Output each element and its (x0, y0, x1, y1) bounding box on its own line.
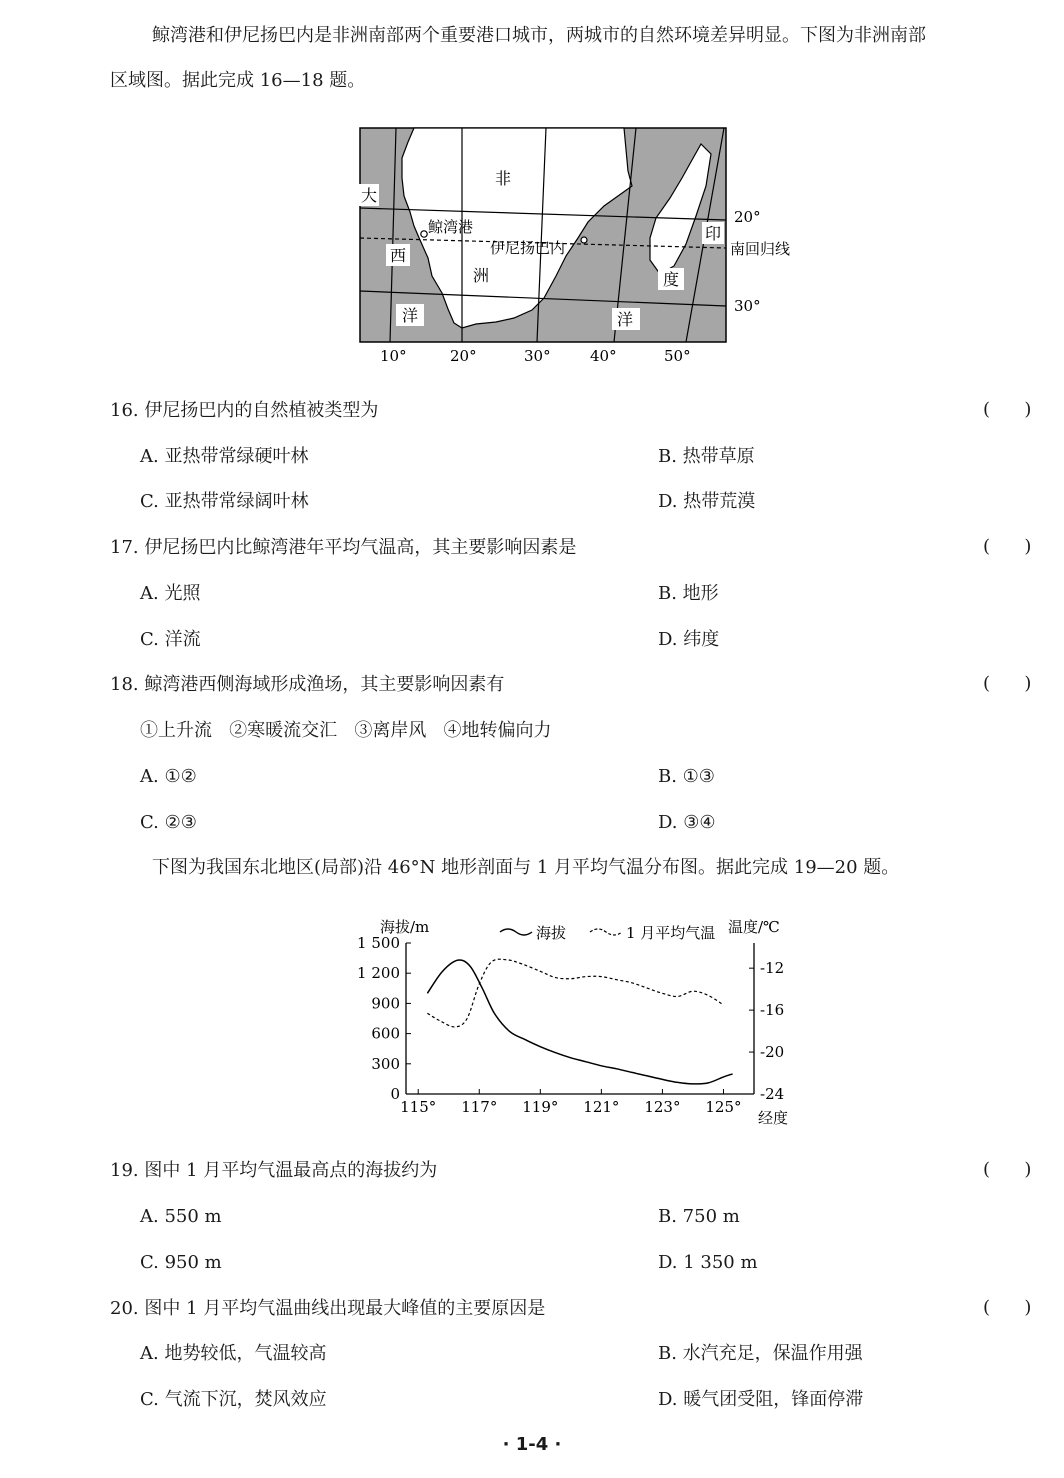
map-label-lon50: 50° (664, 347, 691, 365)
chart-left-tick-label: 600 (371, 1024, 400, 1043)
chart-right-tick-label: -20 (760, 1043, 785, 1062)
chart-x-tick-label: 117° (461, 1098, 498, 1116)
map-inhambane-marker (581, 237, 587, 243)
map-label-yang-east: 洋 (617, 310, 634, 329)
question-20-option-b: B. 水汽充足，保温作用强 (658, 1343, 863, 1364)
chart-left-tick-label: 900 (371, 994, 400, 1013)
map-label-lon10: 10° (380, 347, 407, 365)
question-18-option-c: C. ②③ (140, 812, 197, 833)
question-16-option-a: A. 亚热带常绿硬叶林 (140, 446, 309, 467)
question-16-option-b: B. 热带草原 (658, 446, 755, 467)
question-19-option-d: D. 1 350 m (658, 1252, 758, 1273)
map-label-zhou: 洲 (473, 266, 490, 285)
question-18-option-b: B. ①③ (658, 766, 715, 787)
map-whale-bay-marker (421, 231, 427, 237)
chart-x-tick-label: 119° (522, 1098, 559, 1116)
question-17-option-c: C. 洋流 (140, 629, 201, 650)
map-svg (356, 126, 806, 376)
question-19-option-b: B. 750 m (658, 1206, 740, 1227)
legend-elevation-label: 海拔 (536, 924, 567, 942)
chart-x-tick-label: 125° (705, 1098, 742, 1116)
page-number: · 1-4 · (502, 1434, 562, 1455)
chart-svg (350, 910, 810, 1135)
map-label-yin: 印 (705, 224, 722, 243)
map-label-du: 度 (663, 270, 680, 289)
chart-legend (500, 924, 715, 942)
question-19-option-a: A. 550 m (140, 1206, 222, 1227)
chart-series-elevation-line (427, 960, 732, 1084)
map-label-whale-bay: 鲸湾港 (428, 218, 474, 236)
chart-left-axis-title: 海拔/m (380, 918, 430, 936)
question-19-answer-paren: ( ) (983, 1159, 1032, 1180)
map-label-xi: 西 (390, 246, 407, 265)
question-17-answer-paren: ( ) (983, 536, 1032, 557)
question-20-option-c: C. 气流下沉，焚风效应 (140, 1389, 327, 1410)
chart-right-axis-title: 温度/℃ (728, 918, 780, 936)
question-20-option-a: A. 地势较低，气温较高 (140, 1343, 327, 1364)
question-17-option-a: A. 光照 (140, 583, 201, 604)
question-18-option-a: A. ①② (140, 766, 197, 787)
chart-x-tick-label: 115° (400, 1098, 437, 1116)
map-label-lon40: 40° (590, 347, 617, 365)
legend-temperature-label: 1 月平均气温 (626, 924, 716, 942)
chart-left-tick-label: 0 (390, 1085, 400, 1103)
question-16-option-c: C. 亚热带常绿阔叶林 (140, 491, 309, 512)
question-18-option-d: D. ③④ (658, 812, 716, 833)
map-label-fei: 非 (495, 169, 512, 188)
map-label-inhambane: 伊尼扬巴内 (490, 239, 566, 257)
chart-right-tick-label: -16 (760, 1001, 785, 1020)
map-label-tropic: 南回归线 (730, 240, 791, 258)
chart-x-tick-label: 121° (583, 1098, 620, 1116)
question-18-factor-list: ①上升流 ②寒暖流交汇 ③离岸风 ④地转偏向力 (140, 720, 552, 741)
intro-paragraph-2: 下图为我国东北地区(局部)沿 46°N 地形剖面与 1 月平均气温分布图。据此完成 19—20 题。 (152, 857, 900, 878)
map-label-da: 大 (361, 186, 378, 205)
question-16-option-d: D. 热带荒漠 (658, 491, 756, 512)
map-label-yang-west: 洋 (402, 306, 419, 325)
chart-left-tick-label: 300 (371, 1054, 400, 1073)
chart-x-axis-title: 经度 (758, 1109, 789, 1127)
question-17-stem: 17. 伊尼扬巴内比鲸湾港年平均气温高，其主要影响因素是 (110, 537, 577, 558)
question-16-stem: 16. 伊尼扬巴内的自然植被类型为 (110, 400, 379, 421)
chart-right-tick-label: -12 (760, 959, 785, 978)
legend-temperature-swatch (590, 929, 622, 935)
intro-paragraph-line1: 鲸湾港和伊尼扬巴内是非洲南部两个重要港口城市，两城市的自然环境差异明显。下图为非洲南部 (152, 25, 926, 46)
question-20-answer-paren: ( ) (983, 1297, 1032, 1318)
question-19-stem: 19. 图中 1 月平均气温最高点的海拔约为 (110, 1160, 438, 1181)
map-label-lat20: 20° (734, 208, 761, 226)
chart-plot-area (357, 934, 784, 1116)
southern-africa-map (356, 126, 806, 376)
chart-x-tick-label: 123° (644, 1098, 681, 1116)
question-20-option-d: D. 暖气团受阻，锋面停滞 (658, 1389, 864, 1410)
chart-left-tick-label: 1 500 (357, 934, 400, 952)
chart-right-tick-label: -24 (760, 1085, 785, 1103)
question-16-answer-paren: ( ) (983, 399, 1032, 420)
question-17-option-d: D. 纬度 (658, 629, 720, 650)
question-17-option-b: B. 地形 (658, 583, 719, 604)
map-label-lon20: 20° (450, 347, 477, 365)
question-19-option-c: C. 950 m (140, 1252, 222, 1273)
legend-elevation-swatch (500, 929, 532, 935)
question-18-stem: 18. 鲸湾港西侧海域形成渔场，其主要影响因素有 (110, 674, 505, 695)
map-label-lat30: 30° (734, 297, 761, 315)
question-20-stem: 20. 图中 1 月平均气温曲线出现最大峰值的主要原因是 (110, 1298, 546, 1319)
chart-left-tick-label: 1 200 (357, 964, 400, 983)
map-label-lon30: 30° (524, 347, 551, 365)
profile-temperature-chart (350, 910, 810, 1135)
question-18-answer-paren: ( ) (983, 673, 1032, 694)
intro-paragraph-line2: 区域图。据此完成 16—18 题。 (110, 70, 366, 91)
